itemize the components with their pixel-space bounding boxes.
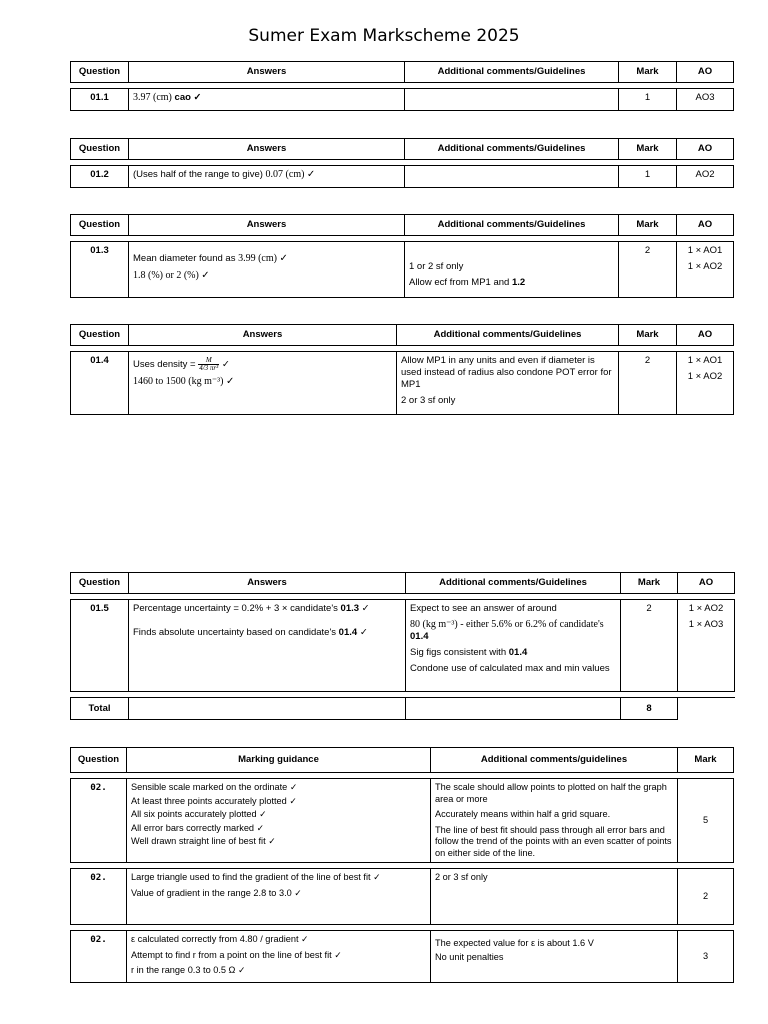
comment-bold: 01.4 xyxy=(508,647,528,659)
comment-cell xyxy=(405,166,619,188)
comment-line: Accurately means within half a grid square. xyxy=(435,809,611,819)
formula-denominator: 4/3 πr³ xyxy=(199,364,219,372)
answer-text: Percentage uncertainty = 0.2% + 3 × candidate's xyxy=(133,603,338,614)
tick-mark: ✓ xyxy=(221,359,230,371)
mark-header: Mark xyxy=(678,748,734,773)
ao-cell xyxy=(677,242,734,298)
markscheme-table-02 xyxy=(70,747,734,983)
answer-cell xyxy=(129,166,405,188)
comment-cell xyxy=(397,352,619,415)
markscheme-table-01-5 xyxy=(70,572,735,720)
total-answers-cell xyxy=(129,698,406,720)
answer-line-2 xyxy=(133,627,401,639)
ao-cell xyxy=(677,352,734,415)
comment-line-2 xyxy=(409,277,614,289)
comment-bold: 1.2 xyxy=(511,276,526,288)
answer-text: Finds absolute uncertainty based on candidate's xyxy=(133,626,337,638)
comments-header: Additional comments/Guidelines xyxy=(406,573,621,594)
answer-cell xyxy=(129,600,406,692)
total-ao-cell xyxy=(678,698,735,720)
comment-cell xyxy=(406,600,621,692)
total-label: Total xyxy=(71,698,129,720)
tick-mark: ✓ xyxy=(359,626,368,638)
answer-text: Mean diameter found as xyxy=(133,253,236,264)
ao-line-2: 1 × AO2 xyxy=(687,370,723,382)
mark-header: Mark xyxy=(619,215,677,236)
guidance-line: All error bars correctly marked ✓ xyxy=(131,822,265,833)
markscheme-table-01-4 xyxy=(70,324,734,415)
ao-header: AO xyxy=(677,139,734,160)
mark-value: 2 xyxy=(678,869,734,925)
comment-text: 80 (kg m⁻³) - either 5.6% or 6.2% of candidate's xyxy=(410,618,604,630)
answer-cell xyxy=(129,242,405,298)
mark-header: Mark xyxy=(619,325,677,346)
answer-value: 0.07 (cm) ✓ xyxy=(265,169,316,180)
ao-value: AO2 xyxy=(677,166,734,188)
answer-value: 3.97 (cm) xyxy=(133,92,172,103)
comment-line-1: Allow MP1 in any units and even if diameter is used instead of radius also condone POT error for MP1 xyxy=(401,355,612,390)
answer-line-1 xyxy=(133,603,401,615)
comment-line: 2 or 3 sf only xyxy=(435,872,488,882)
comment-line-1: 1 or 2 sf only xyxy=(409,261,464,272)
comment-cell xyxy=(405,242,619,298)
ao-cell xyxy=(678,600,735,692)
answer-line-1 xyxy=(133,253,400,266)
answer-bold: 01.4 xyxy=(338,626,358,638)
question-number: 02. xyxy=(71,931,127,983)
comments-header: Additional comments/Guidelines xyxy=(405,215,619,236)
mark-header: Mark xyxy=(621,573,678,594)
mark-header: Mark xyxy=(619,62,677,83)
formula-numerator: M xyxy=(198,357,219,365)
comment-line: The line of best fit should pass through all error bars and follow the trend of the points with an even scatter of points on either side of the line. xyxy=(435,824,672,858)
answer-line-2: 1.8 (%) or 2 (%) ✓ xyxy=(133,269,210,281)
comment-cell xyxy=(431,931,678,983)
question-header: Question xyxy=(71,325,129,346)
marking-guidance-header: Marking guidance xyxy=(127,748,431,773)
comment-line-2: 2 or 3 sf only xyxy=(401,394,456,406)
comments-header: Additional comments/Guidelines xyxy=(405,62,619,83)
comments-header: Additional comments/Guidelines xyxy=(397,325,619,346)
answer-cell xyxy=(129,89,405,111)
question-number: 02. xyxy=(71,779,127,863)
guidance-cell xyxy=(127,931,431,983)
comment-line-4: Condone use of calculated max and min values xyxy=(410,663,610,675)
guidance-line: All six points accurately plotted ✓ xyxy=(131,809,267,819)
question-header: Question xyxy=(71,62,129,83)
ao-value: AO3 xyxy=(677,89,734,111)
tick-mark: ✓ xyxy=(361,603,370,614)
guidance-line: Value of gradient in the range 2.8 to 3.0 ✓ xyxy=(131,887,302,898)
comment-line-1: Expect to see an answer of around xyxy=(410,603,557,614)
mark-value: 2 xyxy=(621,600,678,692)
answers-header: Answers xyxy=(129,215,405,236)
answer-line-1 xyxy=(133,357,392,372)
ao-line-1: 1 × AO1 xyxy=(687,355,723,366)
table-row xyxy=(71,869,734,925)
question-number: 01.1 xyxy=(71,89,129,111)
mark-value: 5 xyxy=(678,779,734,863)
page-title: Sumer Exam Markscheme 2025 xyxy=(248,26,520,46)
ao-header: AO xyxy=(677,215,734,236)
answer-text: (Uses half of the range to give) xyxy=(133,169,263,180)
mark-value: 1 xyxy=(619,89,677,111)
comment-line: The expected value for ε is about 1.6 V xyxy=(435,938,594,948)
markscheme-table-01-2 xyxy=(70,138,734,188)
guidance-line: Large triangle used to find the gradient of the line of best fit ✓ xyxy=(131,872,381,882)
answers-header: Answers xyxy=(129,62,405,83)
guidance-line: r in the range 0.3 to 0.5 Ω ✓ xyxy=(131,965,246,975)
question-header: Question xyxy=(71,139,129,160)
guidance-cell xyxy=(127,869,431,925)
question-number: 02. xyxy=(71,869,127,925)
question-header: Question xyxy=(71,748,127,773)
mark-value: 2 xyxy=(619,352,677,415)
answer-value: 3.99 (cm) ✓ xyxy=(238,253,288,264)
comment-cell xyxy=(405,89,619,111)
ao-header: AO xyxy=(678,573,735,594)
guidance-line: Sensible scale marked on the ordinate ✓ xyxy=(131,782,298,792)
table-row xyxy=(71,779,734,863)
comment-cell xyxy=(431,779,678,863)
ao-line-1: 1 × AO2 xyxy=(688,603,724,614)
question-number: 01.4 xyxy=(71,352,129,415)
answer-line-2: 1460 to 1500 (kg m⁻³) ✓ xyxy=(133,376,235,387)
guidance-line: At least three points accurately plotted ✓ xyxy=(131,795,298,806)
answers-header: Answers xyxy=(129,139,405,160)
guidance-line: Well drawn straight line of best fit ✓ xyxy=(131,836,276,846)
comment-text: Allow ecf from MP1 and xyxy=(409,276,510,288)
answer-text: Uses density = xyxy=(133,359,196,371)
comment-bold: 01.4 xyxy=(410,631,429,643)
guidance-line: Attempt to find r from a point on the line of best fit ✓ xyxy=(131,949,342,960)
mark-value: 1 xyxy=(619,166,677,188)
comment-text: Sig figs consistent with xyxy=(410,647,507,659)
ao-line-2: 1 × AO3 xyxy=(688,618,724,630)
question-number: 01.2 xyxy=(71,166,129,188)
total-comments-cell xyxy=(406,698,621,720)
answer-cell xyxy=(129,352,397,415)
mark-value: 2 xyxy=(619,242,677,298)
answers-header: Answers xyxy=(129,573,406,594)
total-mark: 8 xyxy=(621,698,678,720)
comments-header: Additional comments/guidelines xyxy=(431,748,678,773)
comment-line: No unit penalties xyxy=(435,951,504,962)
comment-cell xyxy=(431,869,678,925)
mark-header: Mark xyxy=(619,139,677,160)
ao-header: AO xyxy=(677,325,734,346)
density-formula xyxy=(198,357,219,372)
comment-line-2 xyxy=(410,619,616,643)
question-header: Question xyxy=(71,215,129,236)
comments-header: Additional comments/Guidelines xyxy=(405,139,619,160)
comment-line-3 xyxy=(410,647,616,659)
markscheme-table-01-3 xyxy=(70,214,734,298)
comment-line: The scale should allow points to plotted on half the graph area or more xyxy=(435,782,667,804)
ao-header: AO xyxy=(677,62,734,83)
ao-line-2: 1 × AO2 xyxy=(687,260,723,272)
answer-cao: cao ✓ xyxy=(174,92,202,103)
guidance-line: ε calculated correctly from 4.80 / gradient ✓ xyxy=(131,934,309,944)
question-header: Question xyxy=(71,573,129,594)
ao-line-1: 1 × AO1 xyxy=(687,245,723,256)
markscheme-table-01-1 xyxy=(70,61,734,111)
table-row xyxy=(71,931,734,983)
answers-header: Answers xyxy=(129,325,397,346)
mark-value: 3 xyxy=(678,931,734,983)
guidance-cell xyxy=(127,779,431,863)
question-number: 01.5 xyxy=(71,600,129,692)
question-number: 01.3 xyxy=(71,242,129,298)
answer-bold: 01.3 xyxy=(340,603,360,614)
